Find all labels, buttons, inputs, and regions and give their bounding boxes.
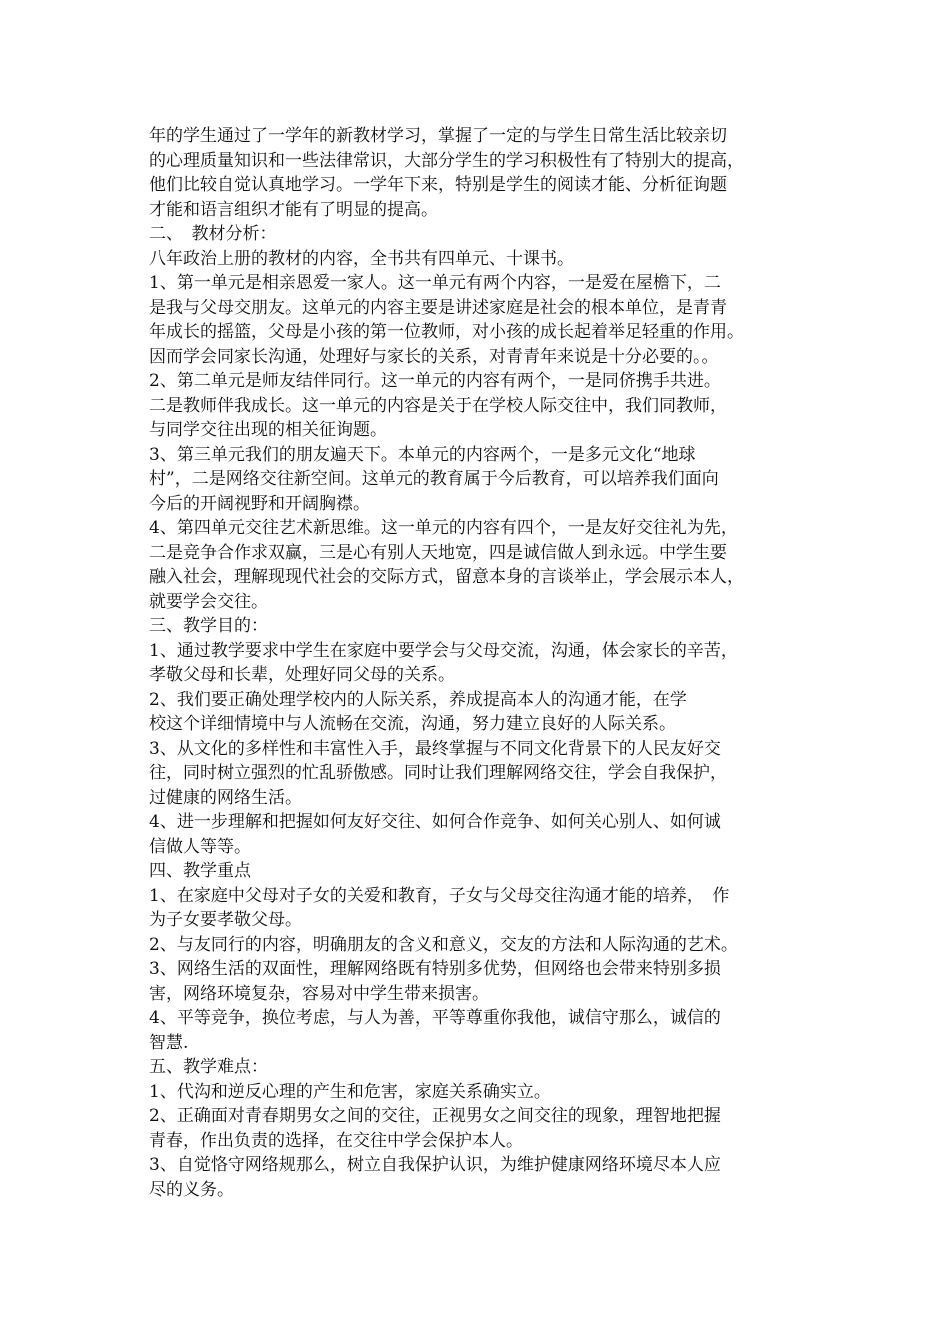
document-body xyxy=(149,124,811,1202)
text-line: 智慧. xyxy=(149,1032,189,1053)
section-heading: 二、 教材分析： xyxy=(149,224,277,244)
text-line: 就要学会交往。 xyxy=(149,591,268,612)
text-line: 是我与父母交朋友。这单元的内容主要是讲述家庭是社会的根本单位，是青青 xyxy=(149,297,727,318)
text-line: 才能和语言组织才能有了明显的提高。 xyxy=(149,199,438,220)
text-line: 孝敬父母和长辈，处理好同父母的关系。 xyxy=(149,665,455,685)
text-line: 2、我们要正确处理学校内的人际关系，养成提高本人的沟通才能，在学 xyxy=(149,689,687,710)
text-line: 2、与友同行的内容，明确朋友的含义和意义，交友的方法和人际沟通的艺术。 xyxy=(149,934,738,955)
text-line: 3、网络生活的双面性，理解网络既有特别多优势，但网络也会带来特别多损 xyxy=(149,959,721,979)
text-line: 1、代沟和逆反心理的产生和危害，家庭关系确实立。 xyxy=(149,1081,551,1102)
text-line: 2、正确面对青春期男女之间的交往，正视男女之间交往的现象，理智地把握 xyxy=(149,1106,721,1126)
text-line: 过健康的网络生活。 xyxy=(149,787,302,808)
text-line: 校这个详细情境中与人流畅在交流，沟通，努力建立良好的人际关系。 xyxy=(149,714,676,734)
text-line: 1、通过教学要求中学生在家庭中要学会与父母交流，沟通，体会家长的辛苦， xyxy=(149,640,738,661)
text-line: 青春，作出负责的选择，在交往中学会保护本人。 xyxy=(149,1130,523,1151)
text-line: 今后的开阔视野和开阔胸襟。 xyxy=(149,493,370,514)
text-line: 他们比较自觉认真地学习。一学年下来，特别是学生的阅读才能、分析征询题 xyxy=(149,175,727,195)
section-heading: 三、教学目的： xyxy=(149,616,268,636)
text-line: 4、进一步理解和把握如何友好交往、如何合作竞争、如何关心别人、如何诚 xyxy=(149,812,721,832)
text-line: 因而学会同家长沟通，处理好与家长的关系，对青青年来说是十分必要的。。 xyxy=(149,346,719,367)
text-line: 害，网络环境复杂，容易对中学生带来损害。 xyxy=(149,983,489,1004)
text-line: 年的学生通过了一学年的新教材学习，掌握了一定的与学生日常生活比较亲切 xyxy=(149,126,727,146)
text-line: 4、第四单元交往艺术新思维。这一单元的内容有四个，一是友好交往礼为先， xyxy=(149,518,738,538)
text-line: 信做人等等。 xyxy=(149,836,251,857)
section-heading: 五、教学难点： xyxy=(149,1057,268,1077)
text-line: 二是竞争合作求双赢，三是心有别人天地宽，四是诚信做人到永远。中学生要 xyxy=(149,542,727,563)
text-line: 2、第二单元是师友结伴同行。这一单元的内容有两个，一是同侪携手共进。 xyxy=(149,371,721,391)
text-line: 3、从文化的多样性和丰富性入手，最终掌握与不同文化背景下的人民友好交 xyxy=(149,738,721,759)
text-line: 为子女要孝敬父母。 xyxy=(149,910,302,930)
text-line: 八年政治上册的教材的内容，全书共有四单元、十课书。 xyxy=(149,248,574,269)
text-line: 融入社会，理解现现代社会的交际方式，留意本身的言谈举止，学会展示本人， xyxy=(149,567,744,587)
text-line: 4、平等竞争，换位考虑，与人为善，平等尊重你我他，诚信守那么，诚信的 xyxy=(149,1008,721,1028)
section-heading: 四、教学重点 xyxy=(149,861,251,881)
text-line: 的心理质量知识和一些法律常识，大部分学生的学习积极性有了特别大的提高， xyxy=(149,150,744,171)
text-line: 1、在家庭中父母对子女的关爱和教育，子女与父母交往沟通才能的培养， 作 xyxy=(149,885,730,906)
text-line: 3、自觉恪守网络规那么，树立自我保护认识，为维护健康网络环境尽本人应 xyxy=(149,1155,721,1175)
text-line: 1、第一单元是相亲恩爱一家人。这一单元有两个内容，一是爱在屋檐下，二 xyxy=(149,273,721,293)
text-line: 年成长的摇篮，父母是小孩的第一位教师，对小孩的成长起着举足轻重的作用。 xyxy=(149,322,744,342)
text-line: 二是教师伴我成长。这一单元的内容是关于在学校人际交往中，我们同教师， xyxy=(149,395,727,416)
text-line: 3、第三单元我们的朋友遍天下。本单元的内容两个，一是多元文化“地球 xyxy=(149,444,696,465)
text-line: 往，同时树立强烈的忙乱骄傲感。同时让我们理解网络交往，学会自我保护， xyxy=(149,763,727,783)
text-line: 尽的义务。 xyxy=(149,1179,234,1200)
text-line: 与同学交往出现的相关征询题。 xyxy=(149,420,387,440)
text-line: 村”，二是网络交往新空间。这单元的教育属于今后教育，可以培养我们面向 xyxy=(149,469,719,489)
